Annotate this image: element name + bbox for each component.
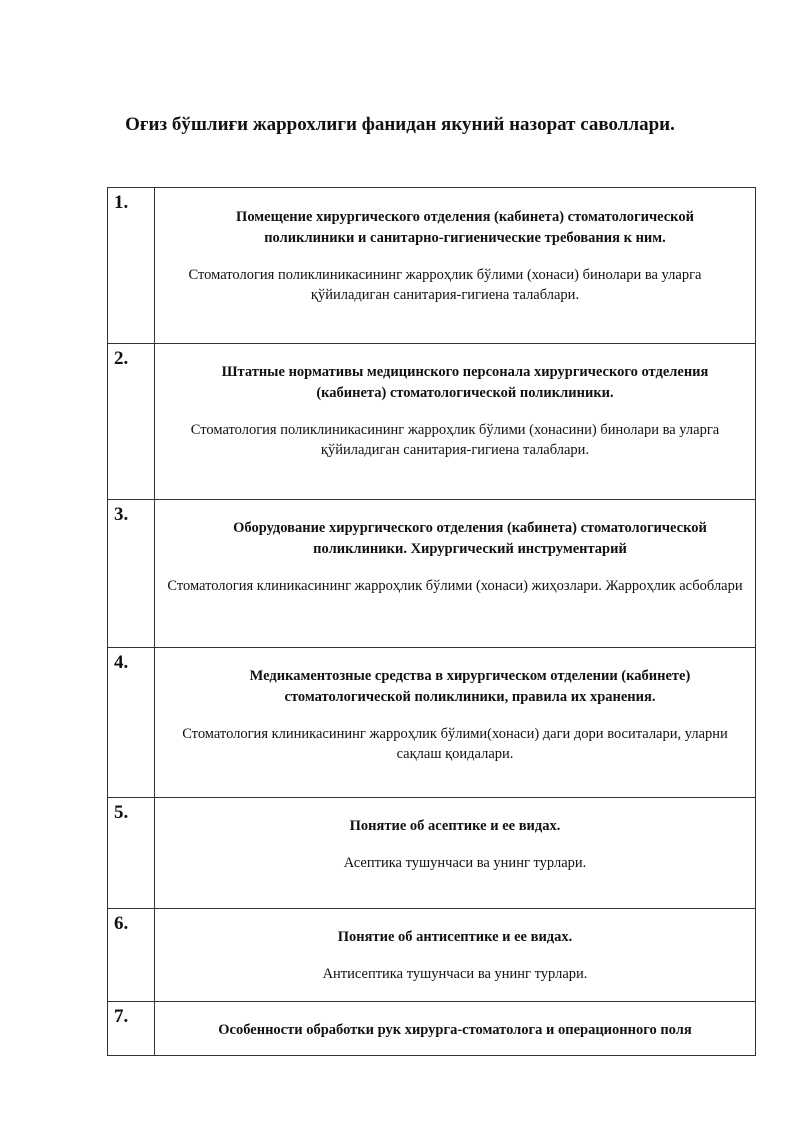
questions-table [107, 187, 756, 1056]
question-ru-text: Особенности обработки рук хирурга-стоматолога и операционного поля [218, 1022, 692, 1038]
question-number: 2. [108, 344, 155, 500]
question-ru-text: Понятие об асептике и ее видах. [349, 818, 561, 834]
question-ru-text: Помещение хирургического отделения (кабинета) стоматологической поликлиники и санитарно-гигиенические требования к ним. [236, 209, 694, 246]
question-uz-text: Стоматология поликлиникасининг жарроҳлик бўлими (хонасини) бинолари ва уларга қўйиладиган санитария-гигиена талаблари. [190, 422, 720, 458]
table-row [108, 648, 756, 798]
question-cell [155, 909, 756, 1002]
question-uz-text: Стоматология клиникасининг жарроҳлик бўлими(хонаси) даги дори воситалари, уларни сақлаш қоидалари. [182, 726, 728, 762]
question-uz-text: Антисептика тушунчаси ва унинг турлари. [322, 966, 588, 982]
table-row [108, 909, 756, 1002]
question-ru-text: Оборудование хирургического отделения (кабинета) стоматологической поликлиники. Хирургический инструментарий [233, 520, 707, 557]
question-number: 3. [108, 500, 155, 648]
question-cell [155, 798, 756, 909]
table-row [108, 344, 756, 500]
table-row [108, 188, 756, 344]
question-number: 6. [108, 909, 155, 1002]
question-number: 1. [108, 188, 155, 344]
question-ru-text: Понятие об антисептике и ее видах. [337, 929, 573, 945]
question-uz-text: Стоматология клиникасининг жарроҳлик бўлими (хонаси) жиҳозлари. Жарроҳлик асбоблари [167, 578, 743, 594]
question-cell [155, 648, 756, 798]
table-row [108, 798, 756, 909]
table-row [108, 1002, 756, 1056]
question-ru-text: Медикаментозные средства в хирургическом отделении (кабинете) стоматологической поликлиники, правила их хранения. [249, 668, 691, 705]
question-ru-text: Штатные нормативы медицинского персонала хирургического отделения (кабинета) стоматологической поликлиники. [221, 364, 709, 401]
table-row [108, 500, 756, 648]
page-title: Оғиз бўшлиғи жаррохлиги фанидан якуний назорат саволлари. [125, 114, 675, 135]
question-number: 5. [108, 798, 155, 909]
question-cell [155, 1002, 756, 1056]
question-cell [155, 500, 756, 648]
question-number: 4. [108, 648, 155, 798]
question-number: 7. [108, 1002, 155, 1056]
question-uz-text: Стоматология поликлиникасининг жарроҳлик бўлими (хонаси) бинолари ва уларга қўйиладиган санитария-гигиена талаблари. [188, 267, 702, 303]
question-cell [155, 188, 756, 344]
question-uz-text: Асептика тушунчаси ва унинг турлари. [343, 855, 587, 871]
question-cell [155, 344, 756, 500]
